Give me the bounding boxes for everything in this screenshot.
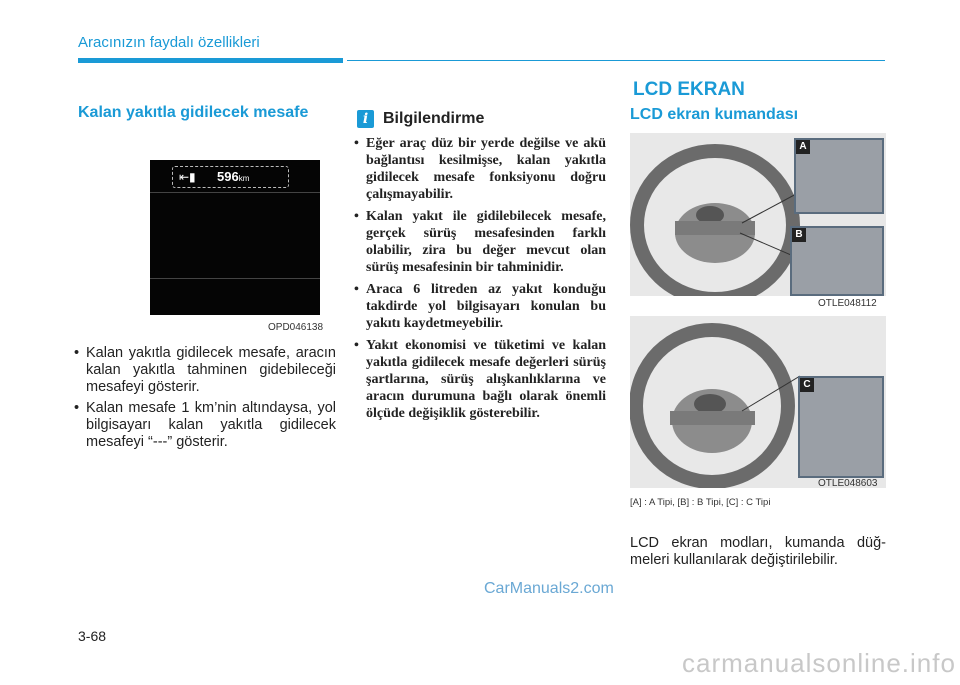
inset-type-b: B — [790, 226, 884, 296]
types-caption: [A] : A Tipi, [B] : B Tipi, [C] : C Tipi — [630, 497, 771, 508]
list-item: • Kalan yakıtla gidilecek mesafe, aracın kalan yakıtla tahminen gidebileceği mesafeyi gösterir. — [74, 345, 336, 396]
display-divider-top — [150, 192, 320, 193]
info-title: Bilgilendirme — [383, 110, 485, 127]
lcd-section-heading: LCD EKRAN — [633, 79, 745, 100]
inset-type-a: A — [794, 138, 884, 214]
steering-wheel-photo-c — [630, 316, 886, 488]
info-bullets — [354, 135, 606, 427]
display-divider-bottom — [150, 278, 320, 279]
list-item: • Yakıt ekonomisi ve tüketimi ve kalan yakıtla gidilecek mesafe değerleri sürüş şartlarına, sürüş alışkanlıklarına ve aracın durumuna bağlı olarak önemli ölçüde değişiklik gösterebilir. — [354, 337, 606, 422]
steering-wheel-photo-ab — [630, 133, 886, 296]
remaining-range-title: Kalan yakıtla gidilecek mesafe — [78, 104, 309, 121]
list-item: • Araca 6 litreden az yakıt konduğu takdirde yol bilgisayarı konulan bu yakıtı kaydetmeyebilir. — [354, 281, 606, 332]
list-item: • Kalan yakıt ile gidilebilecek mesafe, gerçek sürüş mesafesinden farklı olabilir, zira bu değer mevcut olan sürüş mesafesinin bir tahminidir. — [354, 208, 606, 276]
inset-type-c: C — [798, 376, 884, 478]
cluster-display-image — [150, 160, 320, 315]
image-code-left: OPD046138 — [268, 322, 324, 333]
watermark-footer: carmanualsonline.info — [682, 648, 956, 678]
running-header: Aracınızın faydalı özellikleri — [78, 34, 260, 51]
page-number: 3-68 — [78, 628, 107, 644]
watermark-link[interactable]: CarManuals2.com — [484, 580, 614, 597]
header-rule — [347, 60, 885, 61]
list-item: • Kalan mesafe 1 km’nin altındaysa, yol bilgisayarı kalan yakıtla gidilecek mesafeyi “---” gösterir. — [74, 400, 336, 451]
range-value: 596km — [217, 169, 250, 184]
header-accent-bar — [78, 58, 343, 63]
fuel-pump-icon: ⇤▮ — [179, 170, 196, 184]
image-code-photo1: OTLE048112 — [818, 298, 877, 309]
image-code-photo2: OTLE048603 — [818, 478, 878, 489]
list-item: • Eğer araç düz bir yerde değilse ve akü bağlantısı kesilmişse, kalan yakıtla gidilecek mesafe fonksiyonu doğru çalışmayabilir. — [354, 135, 606, 203]
lcd-control-title: LCD ekran kumandası — [630, 106, 799, 123]
range-readout — [172, 166, 289, 188]
info-icon: i — [357, 110, 374, 128]
lcd-description: LCD ekran modları, kumanda düğmeleri kullanılarak değiştirilebilir. — [630, 535, 886, 568]
remaining-range-bullets — [74, 345, 336, 455]
